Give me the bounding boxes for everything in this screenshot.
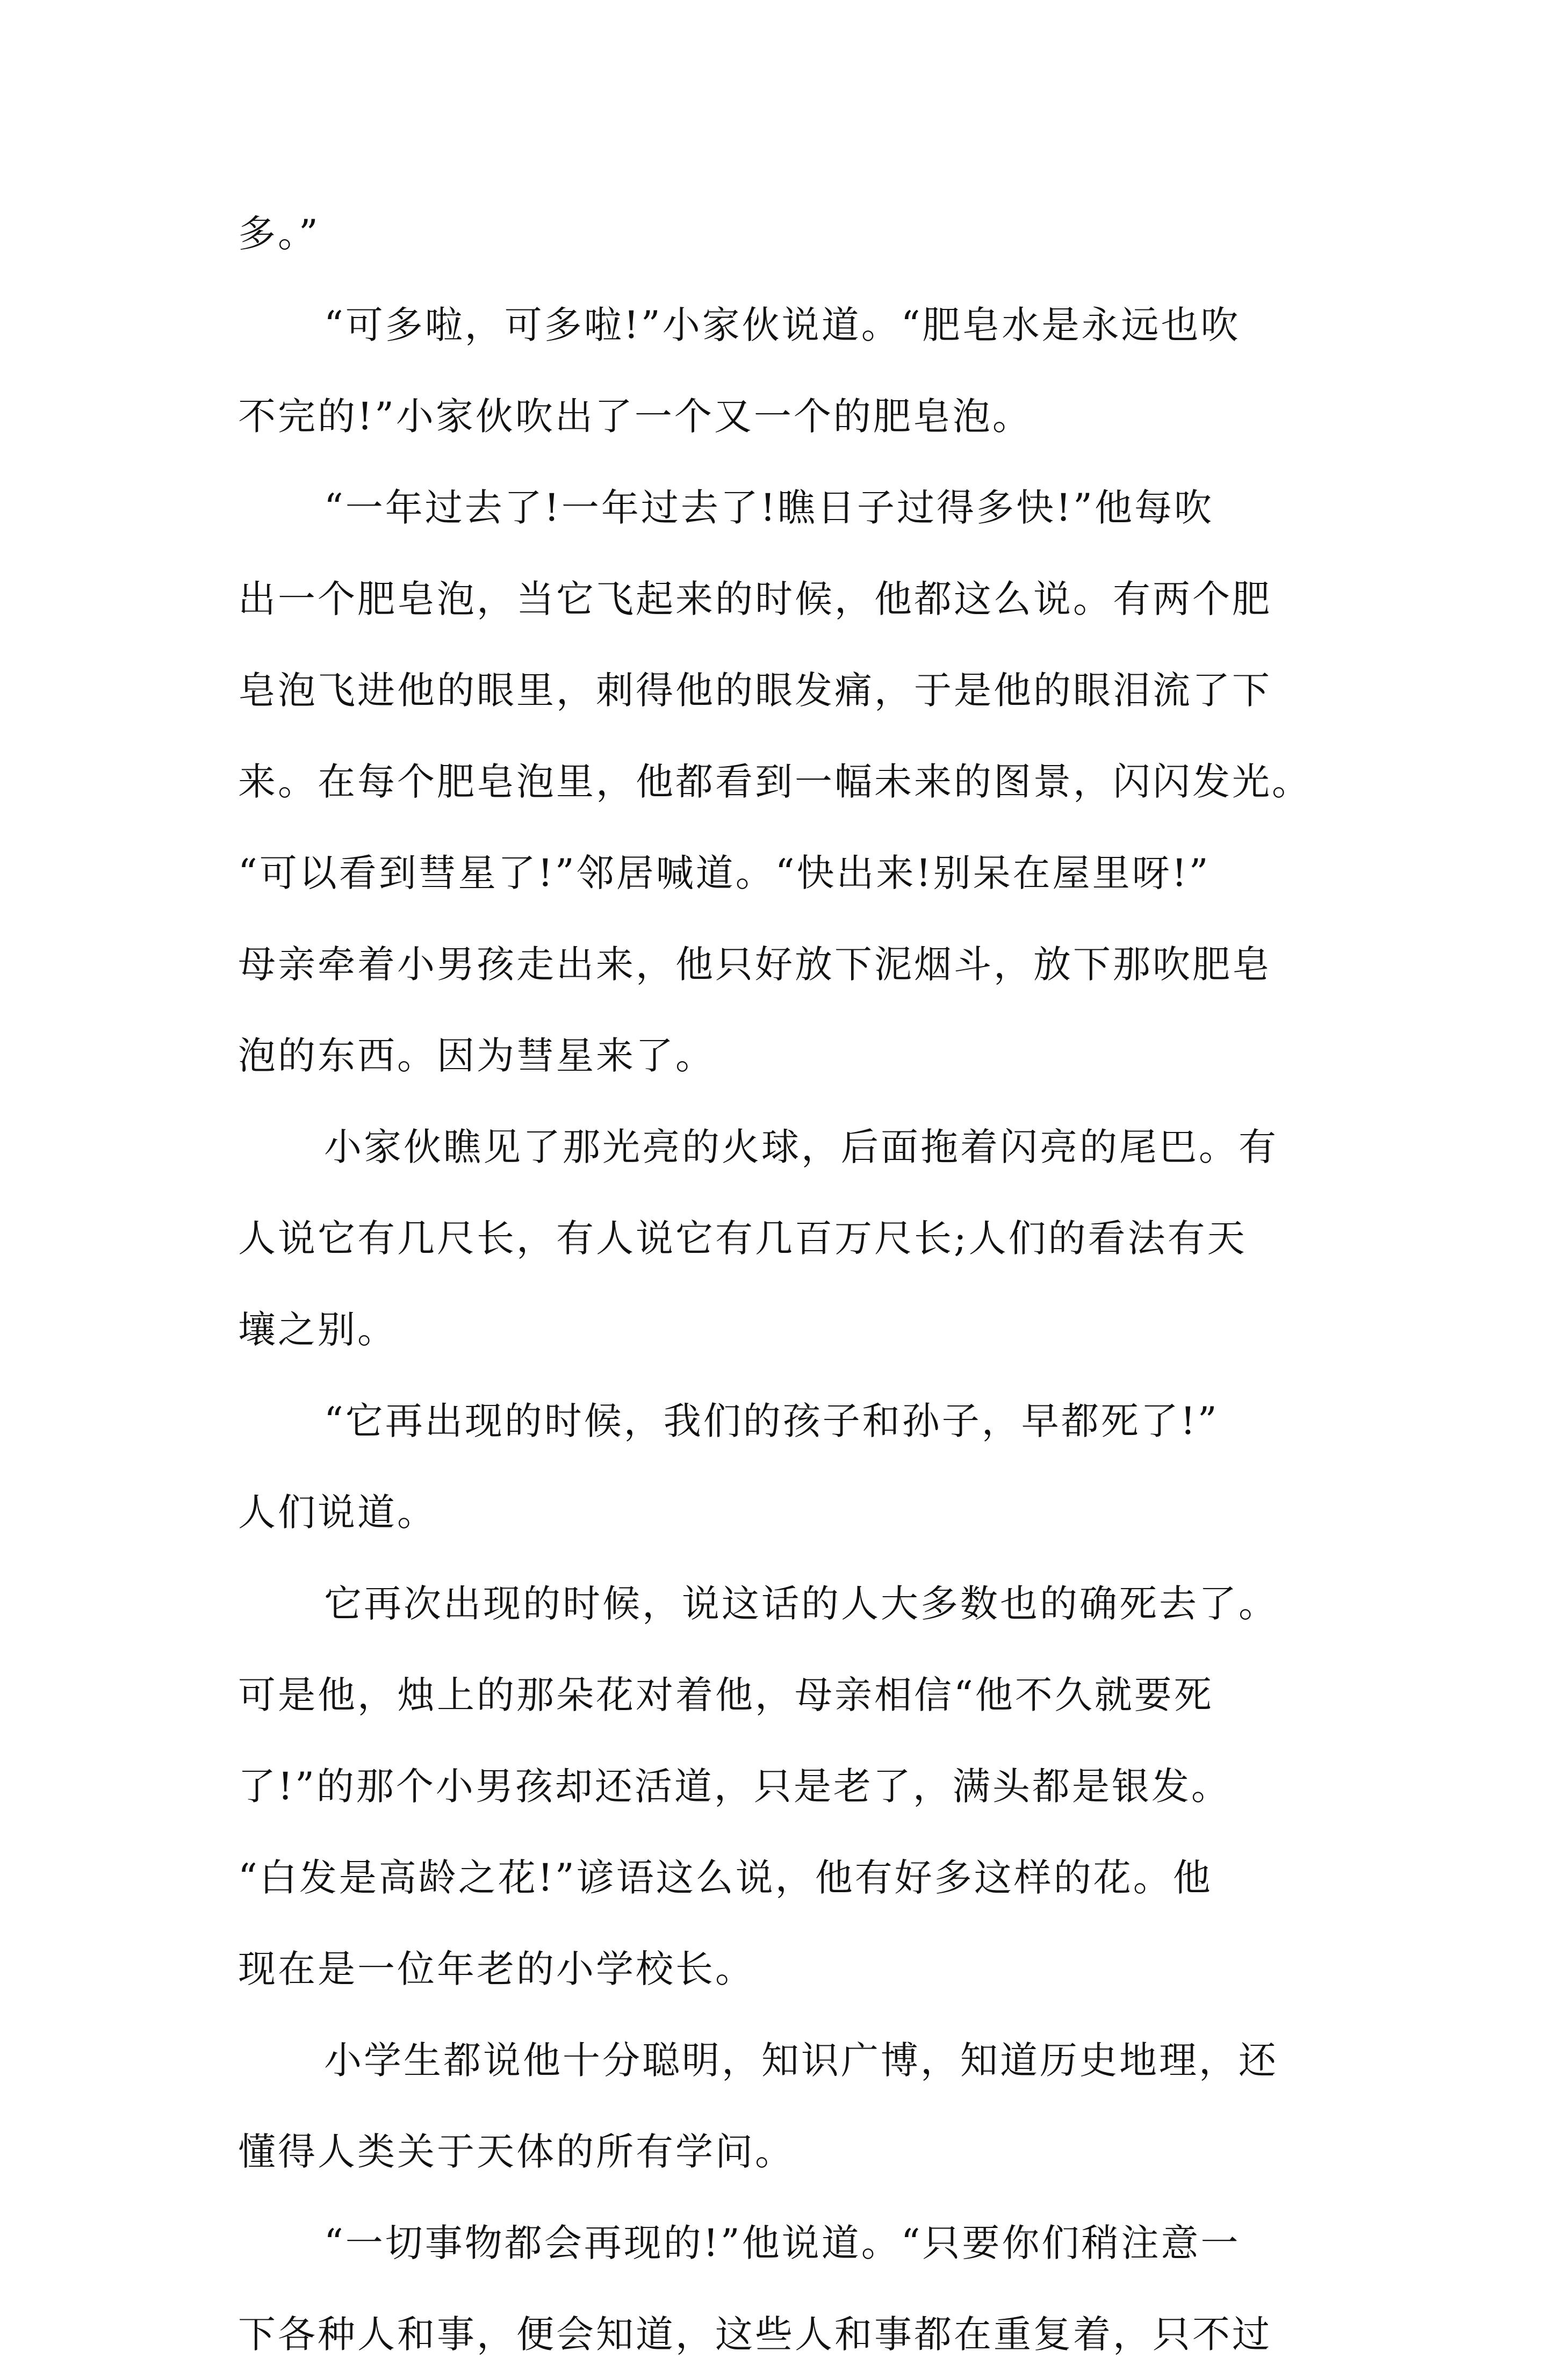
body-text	[238, 188, 1334, 2380]
text-line: “一切事物都会再现的!”他说道。“只要你们稍注意一	[324, 2221, 1241, 2265]
text-line: 出一个肥皂泡，当它飞起来的时候，他都这么说。有两个肥	[238, 577, 1272, 621]
text-line: 懂得人类关于天体的所有学问。	[238, 2130, 795, 2174]
text-line: 小学生都说他十分聪明，知识广博，知道历史地理，还	[324, 2038, 1278, 2082]
text-line: 现在是一位年老的小学校长。	[238, 1947, 755, 1991]
text-line: 它再次出现的时候，说这话的人大多数也的确死去了。	[324, 1582, 1278, 1626]
text-line: 下各种人和事，便会知道，这些人和事都在重复着，只不过	[238, 2312, 1272, 2356]
text-line: “可以看到彗星了!”邻居喊道。“快出来!别呆在屋里呀!”	[238, 851, 1211, 895]
text-line: 小家伙瞧见了那光亮的火球，后面拖着闪亮的尾巴。有	[324, 1125, 1278, 1169]
text-line: 来。在每个肥皂泡里，他都看到一幅未来的图景，闪闪发光。	[238, 760, 1312, 804]
text-line: 多。”	[238, 212, 320, 256]
text-line: 母亲牵着小男孩走出来，他只好放下泥烟斗，放下那吹肥皂	[238, 942, 1272, 986]
text-line: 壤之别。	[238, 1308, 397, 1352]
text-line: “一年过去了!一年过去了!瞧日子过得多快!”他每吹	[324, 486, 1214, 530]
text-line: 皂泡飞进他的眼里，刺得他的眼发痛，于是他的眼泪流了下	[238, 668, 1272, 712]
text-line: “它再出现的时候，我们的孩子和孙子，早都死了!”	[324, 1399, 1219, 1443]
text-line: “可多啦，可多啦!”小家伙说道。“肥皂水是永远也吹	[324, 303, 1241, 347]
text-line: 可是他，烛上的那朵花对着他，母亲相信“他不久就要死	[238, 1673, 1214, 1717]
text-line: 人说它有几尺长，有人说它有几百万尺长;人们的看法有天	[238, 1216, 1247, 1260]
text-line: 泡的东西。因为彗星来了。	[238, 1034, 715, 1078]
text-line: 人们说道。	[238, 1490, 437, 1534]
text-line: 不完的!”小家伙吹出了一个又一个的肥皂泡。	[238, 394, 1032, 438]
text-line: “白发是高龄之花!”谚语这么说，他有好多这样的花。他	[238, 1856, 1213, 1900]
text-line: 了!”的那个小男孩却还活道，只是老了，满头都是银发。	[238, 1764, 1231, 1808]
